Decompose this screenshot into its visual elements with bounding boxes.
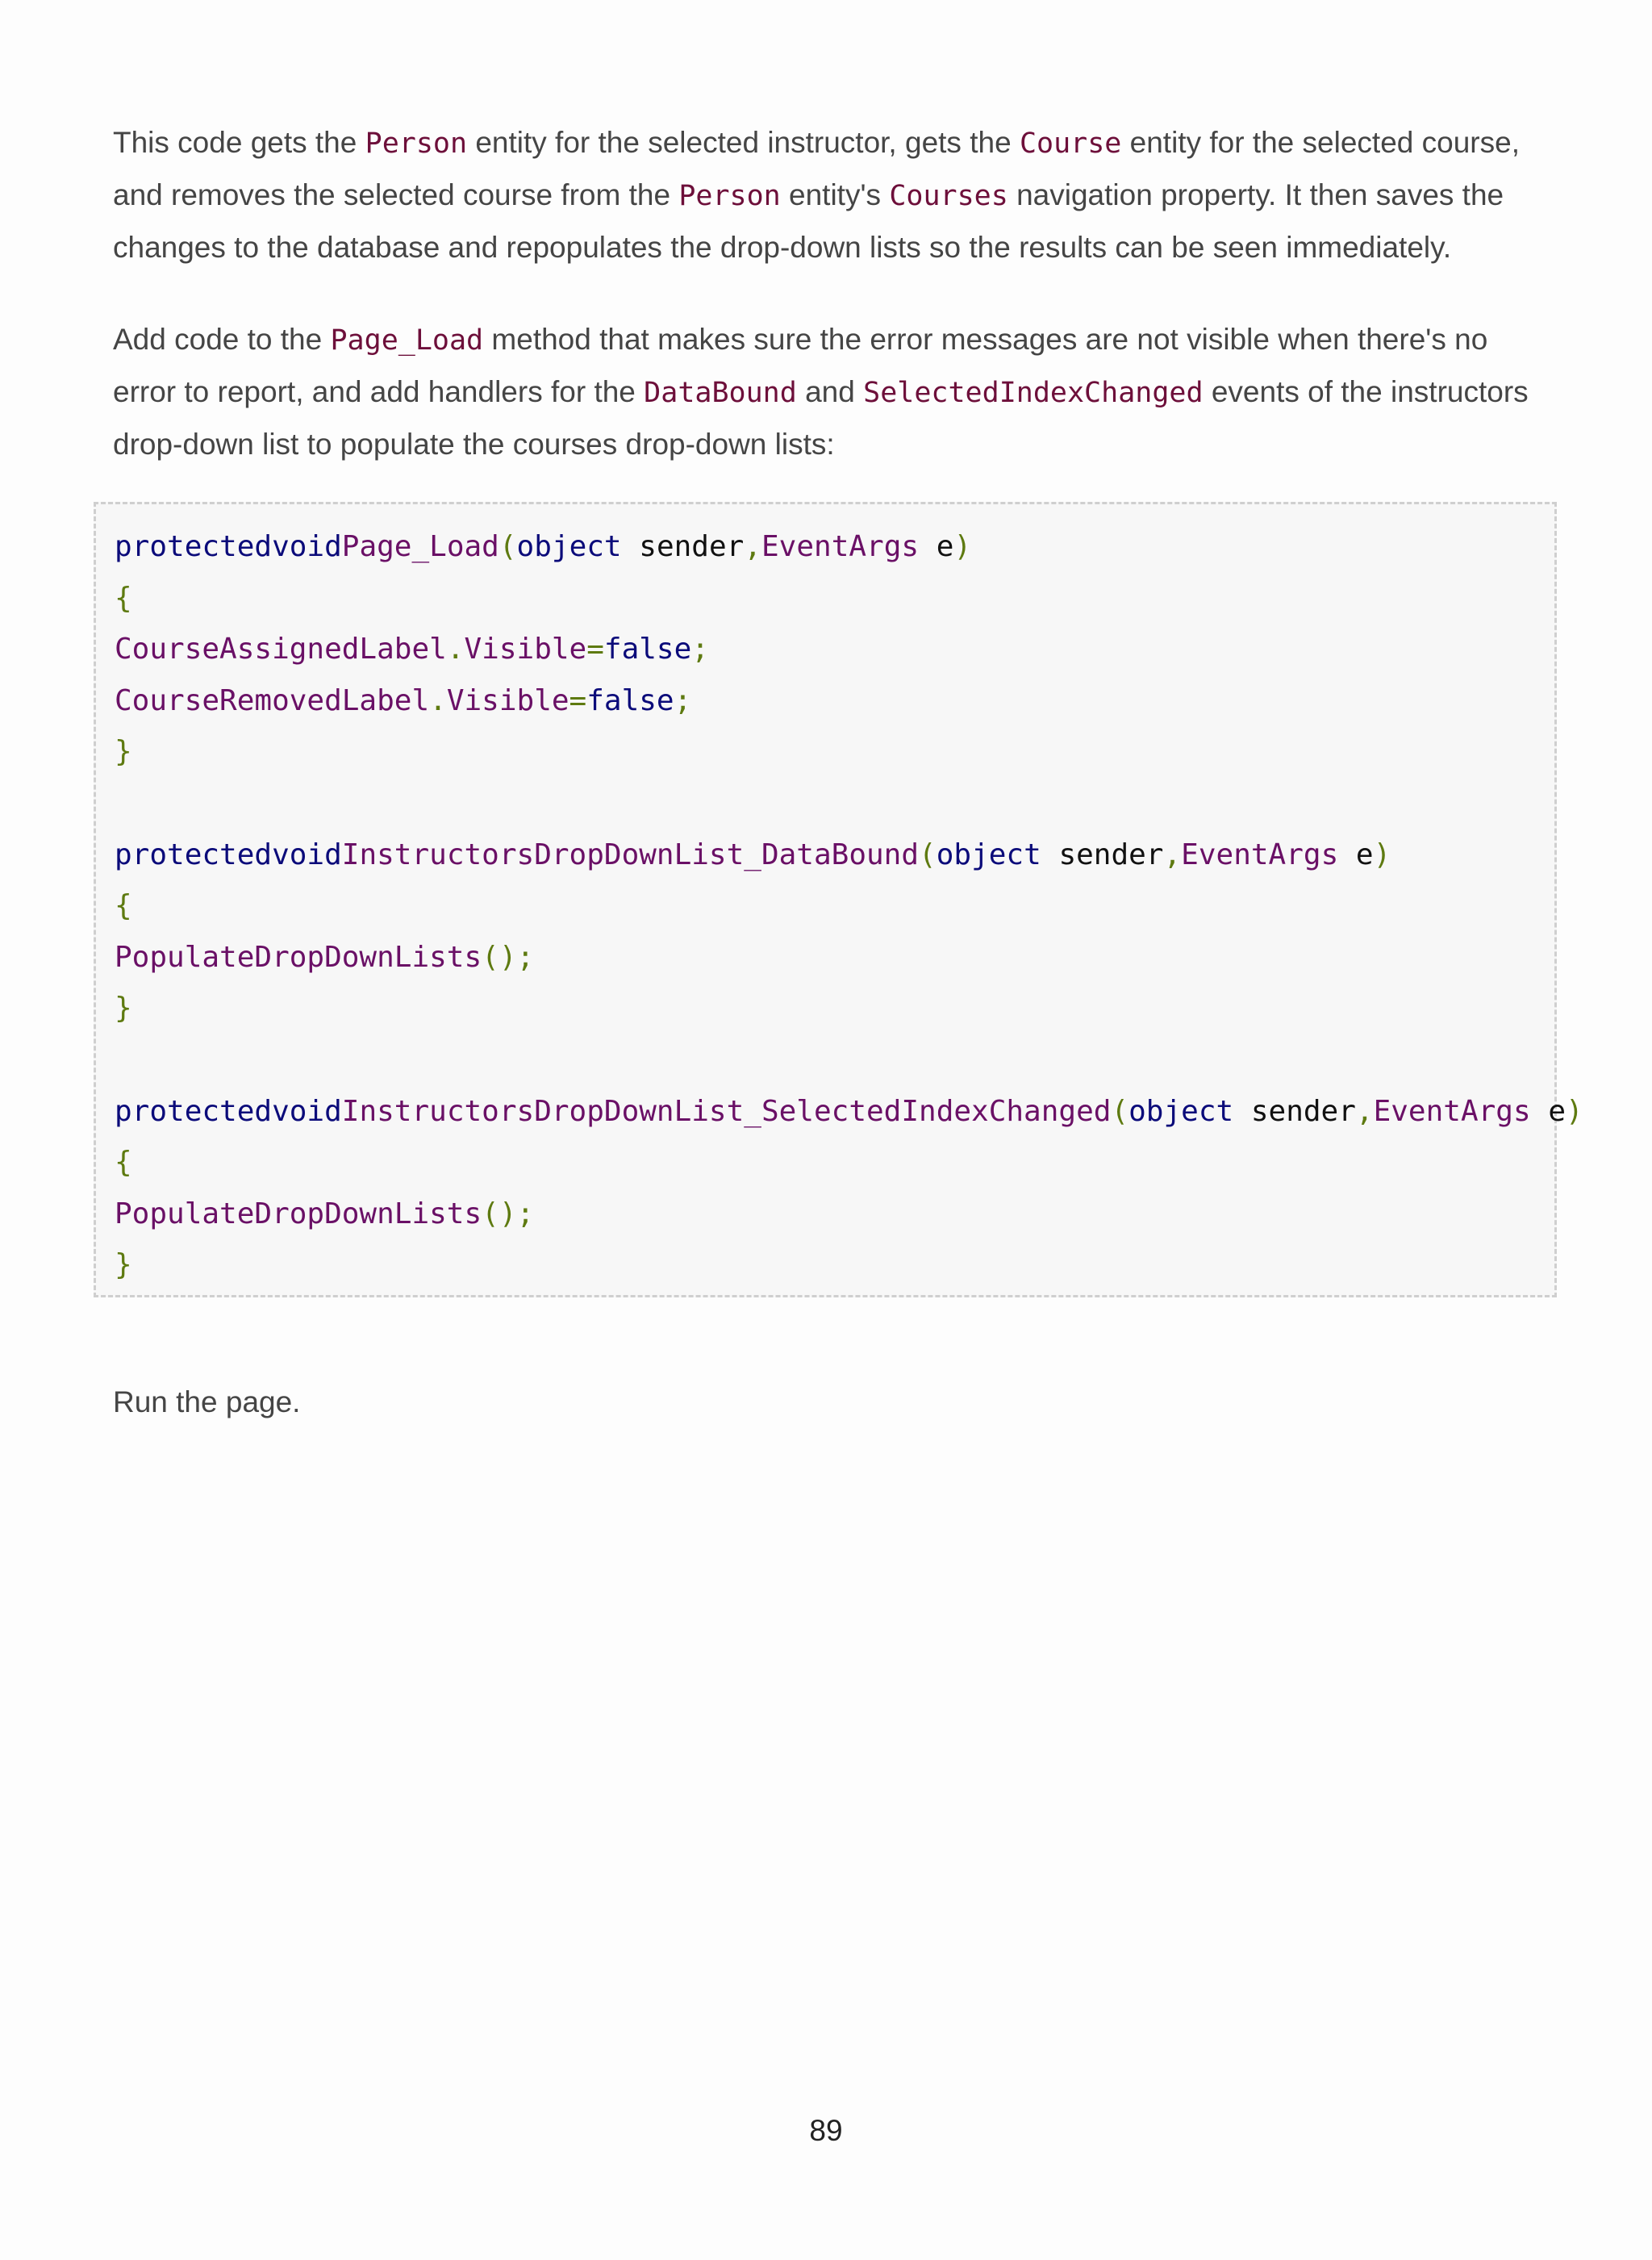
code-token: e	[1338, 838, 1374, 871]
code-token: EventArgs	[1373, 1094, 1531, 1128]
code-token: )	[953, 530, 972, 563]
code-token: false	[586, 683, 674, 717]
code-token: Page_Load	[341, 530, 499, 563]
code-token: =	[569, 683, 587, 717]
code-token: ,	[744, 530, 761, 563]
code-line	[115, 675, 1554, 727]
code-line	[115, 1188, 1554, 1240]
code-token: sender	[1041, 838, 1164, 871]
code-token: .	[446, 633, 465, 666]
code-token: InstructorsDropDownList_DataBound	[341, 838, 920, 871]
code-line	[115, 1137, 1554, 1188]
text: This code gets the	[113, 126, 365, 159]
text: and	[796, 375, 864, 408]
paragraph-explanation	[113, 117, 1549, 274]
code-token: }	[115, 1248, 132, 1282]
code-token: EventArgs	[761, 530, 920, 563]
code-token: CourseAssignedLabel	[115, 633, 447, 666]
code-line	[115, 573, 1554, 625]
code-token: CourseRemovedLabel	[115, 683, 430, 717]
code-token: ();	[482, 940, 535, 974]
code-token: {	[115, 581, 132, 615]
text: events of the instructors drop-down list to populate the courses drop-down lists:	[113, 375, 1529, 461]
code-line-blank	[115, 778, 1554, 829]
text: method that makes sure the error messages are not visible when there's no error to report, and add handlers for the	[113, 323, 1488, 408]
code-token: e	[919, 530, 954, 563]
code-line	[115, 521, 1554, 573]
code-token: Visible	[446, 683, 569, 717]
inline-code: Person	[678, 180, 781, 212]
text: entity for the selected course, and removes the selected course from the	[113, 126, 1520, 211]
code-token: ,	[1355, 1094, 1374, 1128]
paragraph-run-page: Run the page.	[113, 1385, 301, 1418]
code-line-blank	[115, 1034, 1554, 1086]
inline-code: DataBound	[644, 377, 797, 409]
code-line	[115, 726, 1554, 778]
code-token: void	[272, 530, 342, 563]
code-token: object	[936, 838, 1041, 871]
code-token: {	[115, 1146, 132, 1180]
code-token: ;	[691, 633, 709, 666]
code-token: void	[272, 1094, 342, 1128]
code-token: void	[272, 838, 342, 871]
code-token: sender	[621, 530, 745, 563]
code-token: ,	[1163, 838, 1182, 871]
code-token: object	[1128, 1094, 1234, 1128]
code-token: ;	[674, 683, 692, 717]
inline-code: Courses	[889, 180, 1008, 212]
inline-code: SelectedIndexChanged	[863, 377, 1204, 409]
code-token: (	[499, 530, 517, 563]
code-token: .	[429, 683, 447, 717]
code-token: )	[1373, 838, 1391, 871]
inline-code: Course	[1019, 127, 1122, 160]
code-token: sender	[1233, 1094, 1356, 1128]
code-token: object	[516, 530, 622, 563]
code-line	[115, 880, 1554, 932]
code-token: PopulateDropDownLists	[115, 1197, 482, 1230]
code-token: Visible	[464, 633, 587, 666]
code-token: (	[919, 838, 937, 871]
code-token: protected	[115, 1094, 273, 1128]
text: entity's	[780, 178, 890, 211]
code-token: EventArgs	[1181, 838, 1339, 871]
code-line	[115, 829, 1554, 881]
code-token: false	[603, 633, 692, 666]
code-line	[115, 1239, 1554, 1291]
code-token: PopulateDropDownLists	[115, 940, 482, 974]
code-token: protected	[115, 530, 273, 563]
inline-code: Page_Load	[330, 324, 484, 357]
code-token: InstructorsDropDownList_SelectedIndexChanged	[341, 1094, 1112, 1128]
inline-code: Person	[365, 127, 468, 160]
code-token: }	[115, 735, 132, 769]
code-token: ();	[482, 1197, 535, 1230]
code-token: }	[115, 992, 132, 1026]
code-token: protected	[115, 838, 273, 871]
text: Add code to the	[113, 323, 331, 356]
code-token: (	[1111, 1094, 1129, 1128]
text: entity for the selected instructor, gets the	[467, 126, 1020, 159]
text: navigation property. It then saves the changes to the database and repopulates the drop-down lists so the results can be seen immediately.	[113, 178, 1504, 264]
page-number: 89	[809, 2114, 843, 2147]
code-line	[115, 1086, 1583, 1138]
code-token: e	[1530, 1094, 1566, 1128]
code-token: {	[115, 889, 132, 923]
paragraph-instructions	[113, 314, 1549, 470]
code-block	[94, 502, 1583, 1297]
code-line	[115, 932, 1554, 984]
code-line	[115, 624, 1554, 675]
code-token: )	[1566, 1094, 1583, 1128]
code-line	[115, 983, 1554, 1034]
code-token: =	[586, 633, 604, 666]
